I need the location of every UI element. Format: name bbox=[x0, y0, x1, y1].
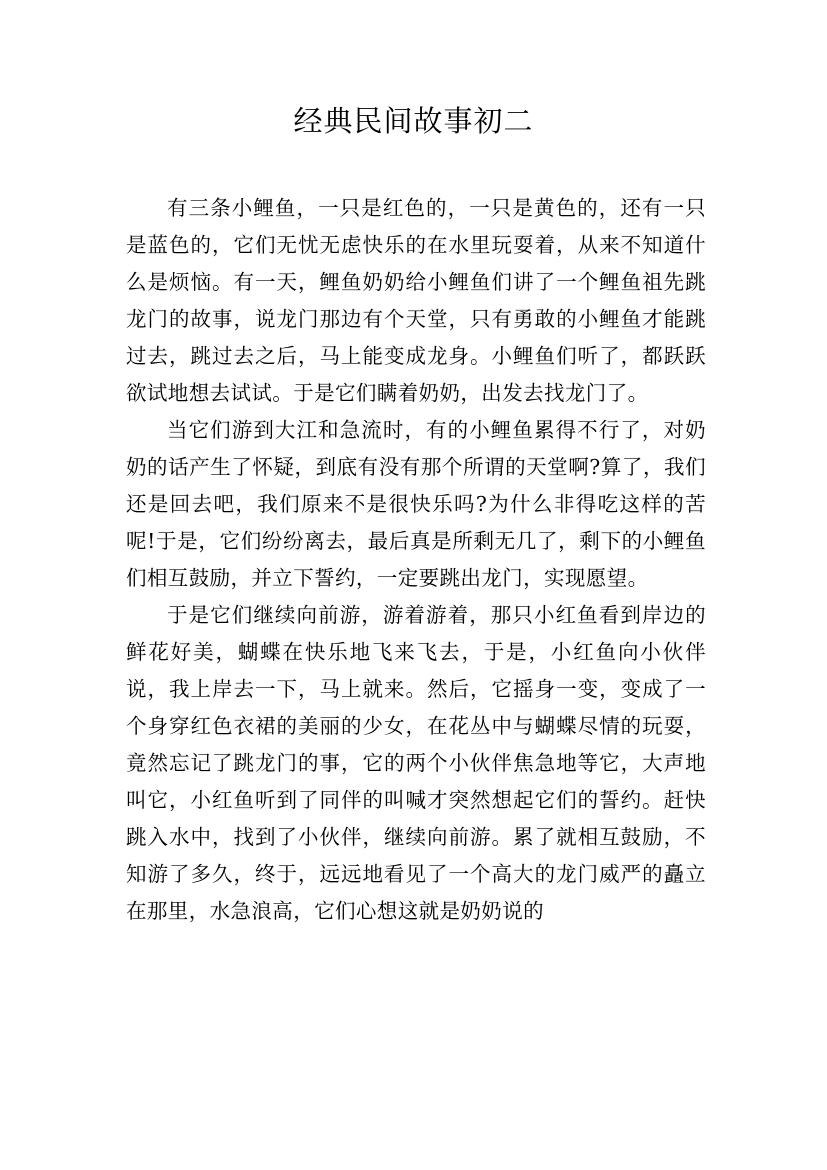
paragraph-2: 当它们游到大江和急流时，有的小鲤鱼累得不行了，对奶奶的话产生了怀疑，到底有没有那个所谓的天堂啊?算了，我们还是回去吧，我们原来不是很快乐吗?为什么非得吃这样的苦呢!于是，它们纷纷离去，最后真是所剩无几了，剩下的小鲤鱼们相互鼓励，并立下誓约，一定要跳出龙门，实现愿望。 bbox=[126, 418, 706, 590]
document-body bbox=[126, 190, 706, 930]
paragraph-3: 于是它们继续向前游，游着游着，那只小红鱼看到岸边的鲜花好美，蝴蝶在快乐地飞来飞去，于是，小红鱼向小伙伴说，我上岸去一下，马上就来。然后，它摇身一变，变成了一个身穿红色衣裙的美丽的少女，在花丛中与蝴蝶尽情的玩耍，竟然忘记了跳龙门的事，它的两个小伙伴焦急地等它，大声地叫它，小红鱼听到了同伴的叫喊才突然想起它们的誓约。赶快跳入水中，找到了小伙伴，继续向前游。累了就相互鼓励，不知游了多久，终于，远远地看见了一个高大的龙门威严的矗立在那里，水急浪高，它们心想这就是奶奶说的 bbox=[126, 603, 706, 923]
paragraph-1: 有三条小鲤鱼，一只是红色的，一只是黄色的，还有一只是蓝色的，它们无忧无虑快乐的在水里玩耍着，从来不知道什么是烦恼。有一天，鲤鱼奶奶给小鲤鱼们讲了一个鲤鱼祖先跳龙门的故事，说龙门那边有个天堂，只有勇敢的小鲤鱼才能跳过去，跳过去之后，马上能变成龙身。小鲤鱼们听了，都跃跃欲试地想去试试。于是它们瞒着奶奶，出发去找龙门了。 bbox=[126, 196, 706, 405]
document-title: 经典民间故事初二 bbox=[293, 104, 534, 138]
